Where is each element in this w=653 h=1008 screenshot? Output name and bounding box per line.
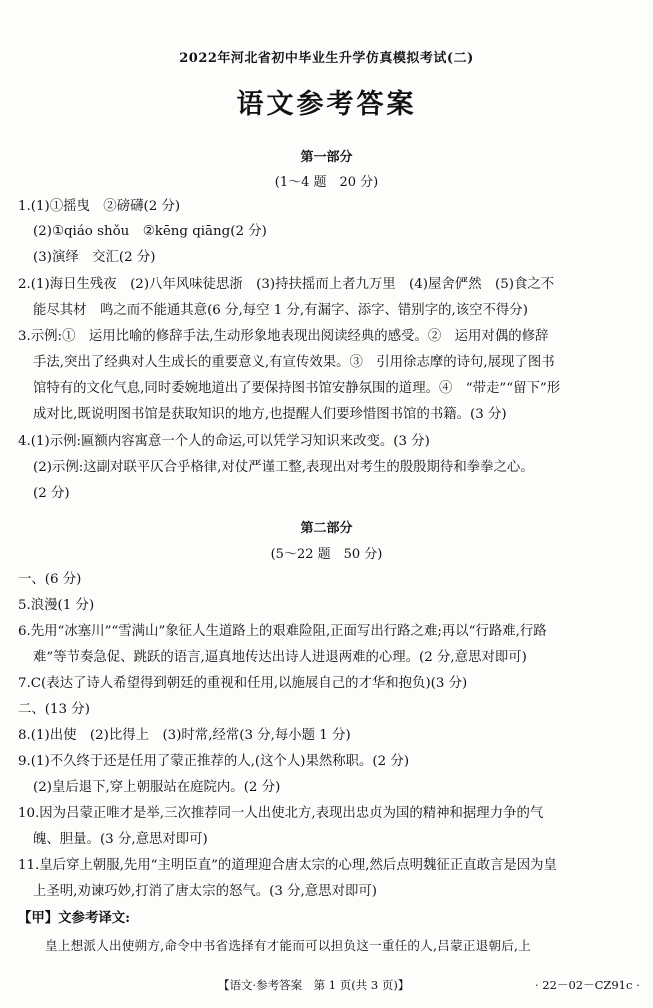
answer-line: 5.浪漫(1 分)	[18, 598, 95, 613]
answer-line: 9.(1)不久终于还是任用了蒙正推荐的人,(这个人)果然称职。(2 分)	[18, 754, 410, 769]
translation-text: 皇上想派人出使朔方,命令中书省选择有才能而可以担负这一重任的人,吕蒙正退朝后,上	[45, 938, 531, 953]
answer-line: 难”等节奏急促、跳跃的语言,逼真地传达出诗人进退两难的心理。(2 分,意思对即可)	[33, 650, 527, 665]
answer-line: 10.因为吕蒙正唯才是举,三次推荐同一人出使北方,表现出忠贞为国的精神和据理力争的气	[18, 806, 544, 821]
part2-heading: 第二部分	[300, 521, 353, 536]
answer-line: (2)皇后退下,穿上朝服站在庭院内。(2 分)	[33, 780, 281, 795]
answer-line: 1.(1)①摇曳 ②磅礴(2 分)	[18, 199, 181, 214]
answer-line: 2.(1)海日生残夜 (2)八年风味徒思浙 (3)持扶摇而上者九万里 (4)屋舍俨然 (5)食之不	[18, 277, 555, 292]
answer-line: 魄、胆量。(3 分,意思对即可)	[33, 832, 208, 847]
answer-line: 8.(1)出使 (2)比得上 (3)时常,经常(3 分,每小题 1 分)	[18, 728, 351, 743]
answer-line: 上圣明,劝谏巧妙,打消了唐太宗的怒气。(3 分,意思对即可)	[33, 884, 377, 899]
answer-line: 能尽其材 鸣之而不能通其意(6 分,每空 1 分,有漏字、添字、错别字的,该空不得分)	[33, 303, 528, 318]
document-code: · 22－02－CZ91c ·	[535, 978, 640, 992]
translation-heading: 【甲】文参考译文:	[18, 910, 131, 926]
answer-line: (2)①qiáo shǒu ②kēng qiāng(2 分)	[33, 224, 267, 239]
part1-heading: 第一部分	[300, 150, 353, 165]
answer-line: (3)演绎 交汇(2 分)	[33, 250, 156, 265]
part1-scope: (1～4 题 20 分)	[274, 175, 379, 190]
answer-line: 成对比,既说明图书馆是获取知识的地方,也提醒人们要珍惜图书馆的书籍。(3 分)	[33, 407, 507, 422]
answer-line: 馆特有的文化气息,同时委婉地道出了要保持图书馆安静氛围的道理。④ “带走”“留下”形	[33, 381, 561, 396]
page-footer: 【语文·参考答案 第 1 页(共 3 页)】	[218, 978, 410, 992]
answer-line: 7.C(表达了诗人希望得到朝廷的重视和任用,以施展自己的才华和抱负)(3 分)	[18, 676, 468, 691]
section-heading: 二、(13 分)	[18, 702, 90, 717]
answer-line: 6.先用“冰塞川”“雪满山”象征人生道路上的艰难险阻,正面写出行路之难;再以“行路难,行路	[18, 624, 547, 639]
document-title: 语文参考答案	[236, 89, 417, 120]
answer-line: 4.(1)示例:匾额内容寓意一个人的命运,可以凭学习知识来改变。(3 分)	[18, 434, 430, 449]
part2-scope: (5～22 题 50 分)	[270, 547, 383, 562]
exam-title: 2022年河北省初中毕业生升学仿真模拟考试(二)	[179, 51, 474, 66]
section-heading: 一、(6 分)	[18, 572, 82, 587]
answer-line: 3.示例:① 运用比喻的修辞手法,生动形象地表现出阅读经典的感受。② 运用对偶的修辞	[18, 329, 549, 344]
answer-line: 手法,突出了经典对人生成长的重要意义,有宣传效果。③ 引用徐志摩的诗句,展现了图书	[33, 355, 555, 370]
answer-line: (2 分)	[33, 486, 70, 501]
answer-line: (2)示例:这副对联平仄合乎格律,对仗严谨工整,表现出对考生的殷殷期待和拳拳之心。	[33, 460, 534, 475]
answer-line: 11.皇后穿上朝服,先用“主明臣直”的道理迎合唐太宗的心理,然后点明魏征正直敢言是因为皇	[18, 858, 557, 873]
